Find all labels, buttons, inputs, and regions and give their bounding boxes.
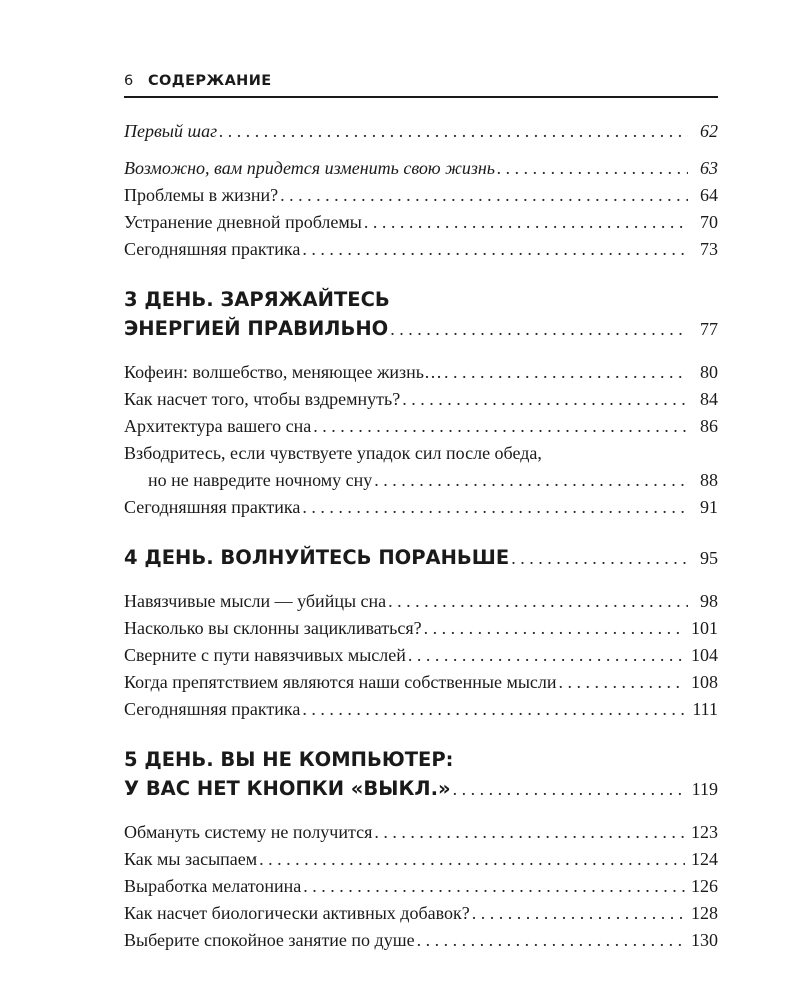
page-number: 6 <box>124 73 134 89</box>
toc-entry-page: 128 <box>691 903 718 923</box>
chapter-heading-5 <box>124 745 718 803</box>
chapter-title-line: У ВАС НЕТ КНОПКИ «ВЫКЛ.» <box>124 777 451 800</box>
toc-entry-page: 104 <box>691 645 718 665</box>
toc-entry-title: Сегодняшняя практика <box>124 497 301 517</box>
toc-entry-title: Как насчет биологически активных добавок? <box>124 903 470 923</box>
toc-entry-page: 62 <box>700 121 718 141</box>
dot-leader <box>559 669 685 696</box>
toc-entry <box>124 696 718 723</box>
chapter-title-line: 4 ДЕНЬ. ВОЛНУЙТЕСЬ ПОРАНЬШЕ <box>124 546 510 569</box>
dot-leader <box>280 182 688 209</box>
dot-leader <box>511 544 688 573</box>
toc-entry <box>124 642 718 669</box>
toc-entry-title: Выберите спокойное занятие по душе <box>124 930 415 950</box>
toc-entry-change-life <box>124 155 718 182</box>
table-of-contents <box>124 118 718 954</box>
toc-entry <box>124 494 718 521</box>
dot-leader <box>374 467 688 494</box>
toc-entry-title: Насколько вы склонны зацикливаться? <box>124 618 422 638</box>
toc-entry <box>124 900 718 927</box>
dot-leader <box>259 846 685 873</box>
dot-leader <box>472 900 685 927</box>
toc-entry-page: 63 <box>700 158 718 178</box>
dot-leader <box>417 927 685 954</box>
toc-entry-page: 88 <box>700 470 718 490</box>
toc-entry-page: 98 <box>700 591 718 611</box>
toc-entry-title: Выработка мелатонина <box>124 876 302 896</box>
chapter-title-entry <box>124 543 718 572</box>
chapter-heading-4 <box>124 543 718 572</box>
toc-entry <box>124 669 718 696</box>
toc-entry-title: Сверните с пути навязчивых мыслей <box>124 645 406 665</box>
toc-entry-page: 111 <box>692 699 718 719</box>
toc-entry <box>124 819 718 846</box>
dot-leader <box>453 775 686 804</box>
toc-entry-page: 73 <box>700 239 718 259</box>
chapter-page: 77 <box>700 319 718 339</box>
dot-leader <box>313 413 688 440</box>
toc-entry-title: Проблемы в жизни? <box>124 185 279 205</box>
toc-entry-page: 64 <box>700 185 718 205</box>
toc-entry-title: Сегодняшняя практика <box>124 699 301 719</box>
toc-entry-page: 126 <box>691 876 718 896</box>
toc-entry-title: Первый шаг <box>124 121 218 141</box>
toc-entry-page: 108 <box>691 672 718 692</box>
toc-entry <box>124 182 718 209</box>
toc-entry <box>124 846 718 873</box>
toc-entry-page: 84 <box>700 389 718 409</box>
toc-entry <box>124 359 718 386</box>
toc-entry-page: 91 <box>700 497 718 517</box>
chapter-title-line: ЭНЕРГИЕЙ ПРАВИЛЬНО <box>124 317 389 340</box>
toc-entry <box>124 873 718 900</box>
toc-entry-title: Взбодритесь, если чувствуете упадок сил после обеда, <box>124 443 542 463</box>
chapter-title-entry <box>124 774 718 803</box>
toc-entry <box>124 588 718 615</box>
toc-entry-title: Устранение дневной проблемы <box>124 212 362 232</box>
toc-entry-page: 86 <box>700 416 718 436</box>
toc-entry <box>124 927 718 954</box>
toc-entry-title: Сегодняшняя практика <box>124 239 301 259</box>
toc-entry <box>124 209 718 236</box>
toc-entry-title: Как мы засыпаем <box>124 849 258 869</box>
page-title: СОДЕРЖАНИЕ <box>148 73 272 89</box>
dot-leader <box>302 494 688 521</box>
chapter-title-line: 3 ДЕНЬ. ЗАРЯЖАЙТЕСЬ <box>124 288 390 311</box>
toc-entry-page: 130 <box>691 930 718 950</box>
toc-entry-first-step <box>124 118 718 145</box>
toc-entry-title: Обмануть систему не получится <box>124 822 373 842</box>
dot-leader <box>388 588 688 615</box>
toc-entry-title: Как насчет того, чтобы вздремнуть? <box>124 389 401 409</box>
dot-leader <box>302 696 686 723</box>
chapter-heading-3 <box>124 285 718 343</box>
chapter-title-entry <box>124 314 718 343</box>
toc-entry-page: 101 <box>691 618 718 638</box>
toc-entry-page: 123 <box>691 822 718 842</box>
dot-leader <box>219 118 688 145</box>
chapter-page: 95 <box>700 548 718 568</box>
dot-leader <box>408 642 685 669</box>
toc-entry-title: Кофеин: волшебство, меняющее жизнь… <box>124 362 442 382</box>
dot-leader <box>402 386 688 413</box>
toc-entry-page: 70 <box>700 212 718 232</box>
toc-entry-title-cont: но не навредите ночному сну <box>148 470 373 490</box>
toc-entry <box>124 386 718 413</box>
toc-entry-page: 124 <box>691 849 718 869</box>
toc-entry <box>124 467 718 494</box>
toc-entry <box>124 236 718 263</box>
chapter-title-line: 5 ДЕНЬ. ВЫ НЕ КОМПЬЮТЕР: <box>124 748 454 771</box>
dot-leader <box>390 315 688 344</box>
dot-leader <box>424 615 685 642</box>
dot-leader <box>497 155 688 182</box>
dot-leader <box>364 209 688 236</box>
dot-leader <box>444 359 688 386</box>
toc-entry <box>124 615 718 642</box>
dot-leader <box>302 236 688 263</box>
dot-leader <box>374 819 685 846</box>
toc-entry <box>124 413 718 440</box>
toc-entry-title: Когда препятствием являются наши собственные мысли <box>124 672 557 692</box>
toc-entry-title: Навязчивые мысли — убийцы сна <box>124 591 387 611</box>
toc-entry-title: Архитектура вашего сна <box>124 416 312 436</box>
toc-entry-page: 80 <box>700 362 718 382</box>
toc-entry-title: Возможно, вам придется изменить свою жизнь <box>124 158 495 178</box>
running-head <box>124 70 718 98</box>
dot-leader <box>303 873 685 900</box>
chapter-page: 119 <box>691 779 718 799</box>
